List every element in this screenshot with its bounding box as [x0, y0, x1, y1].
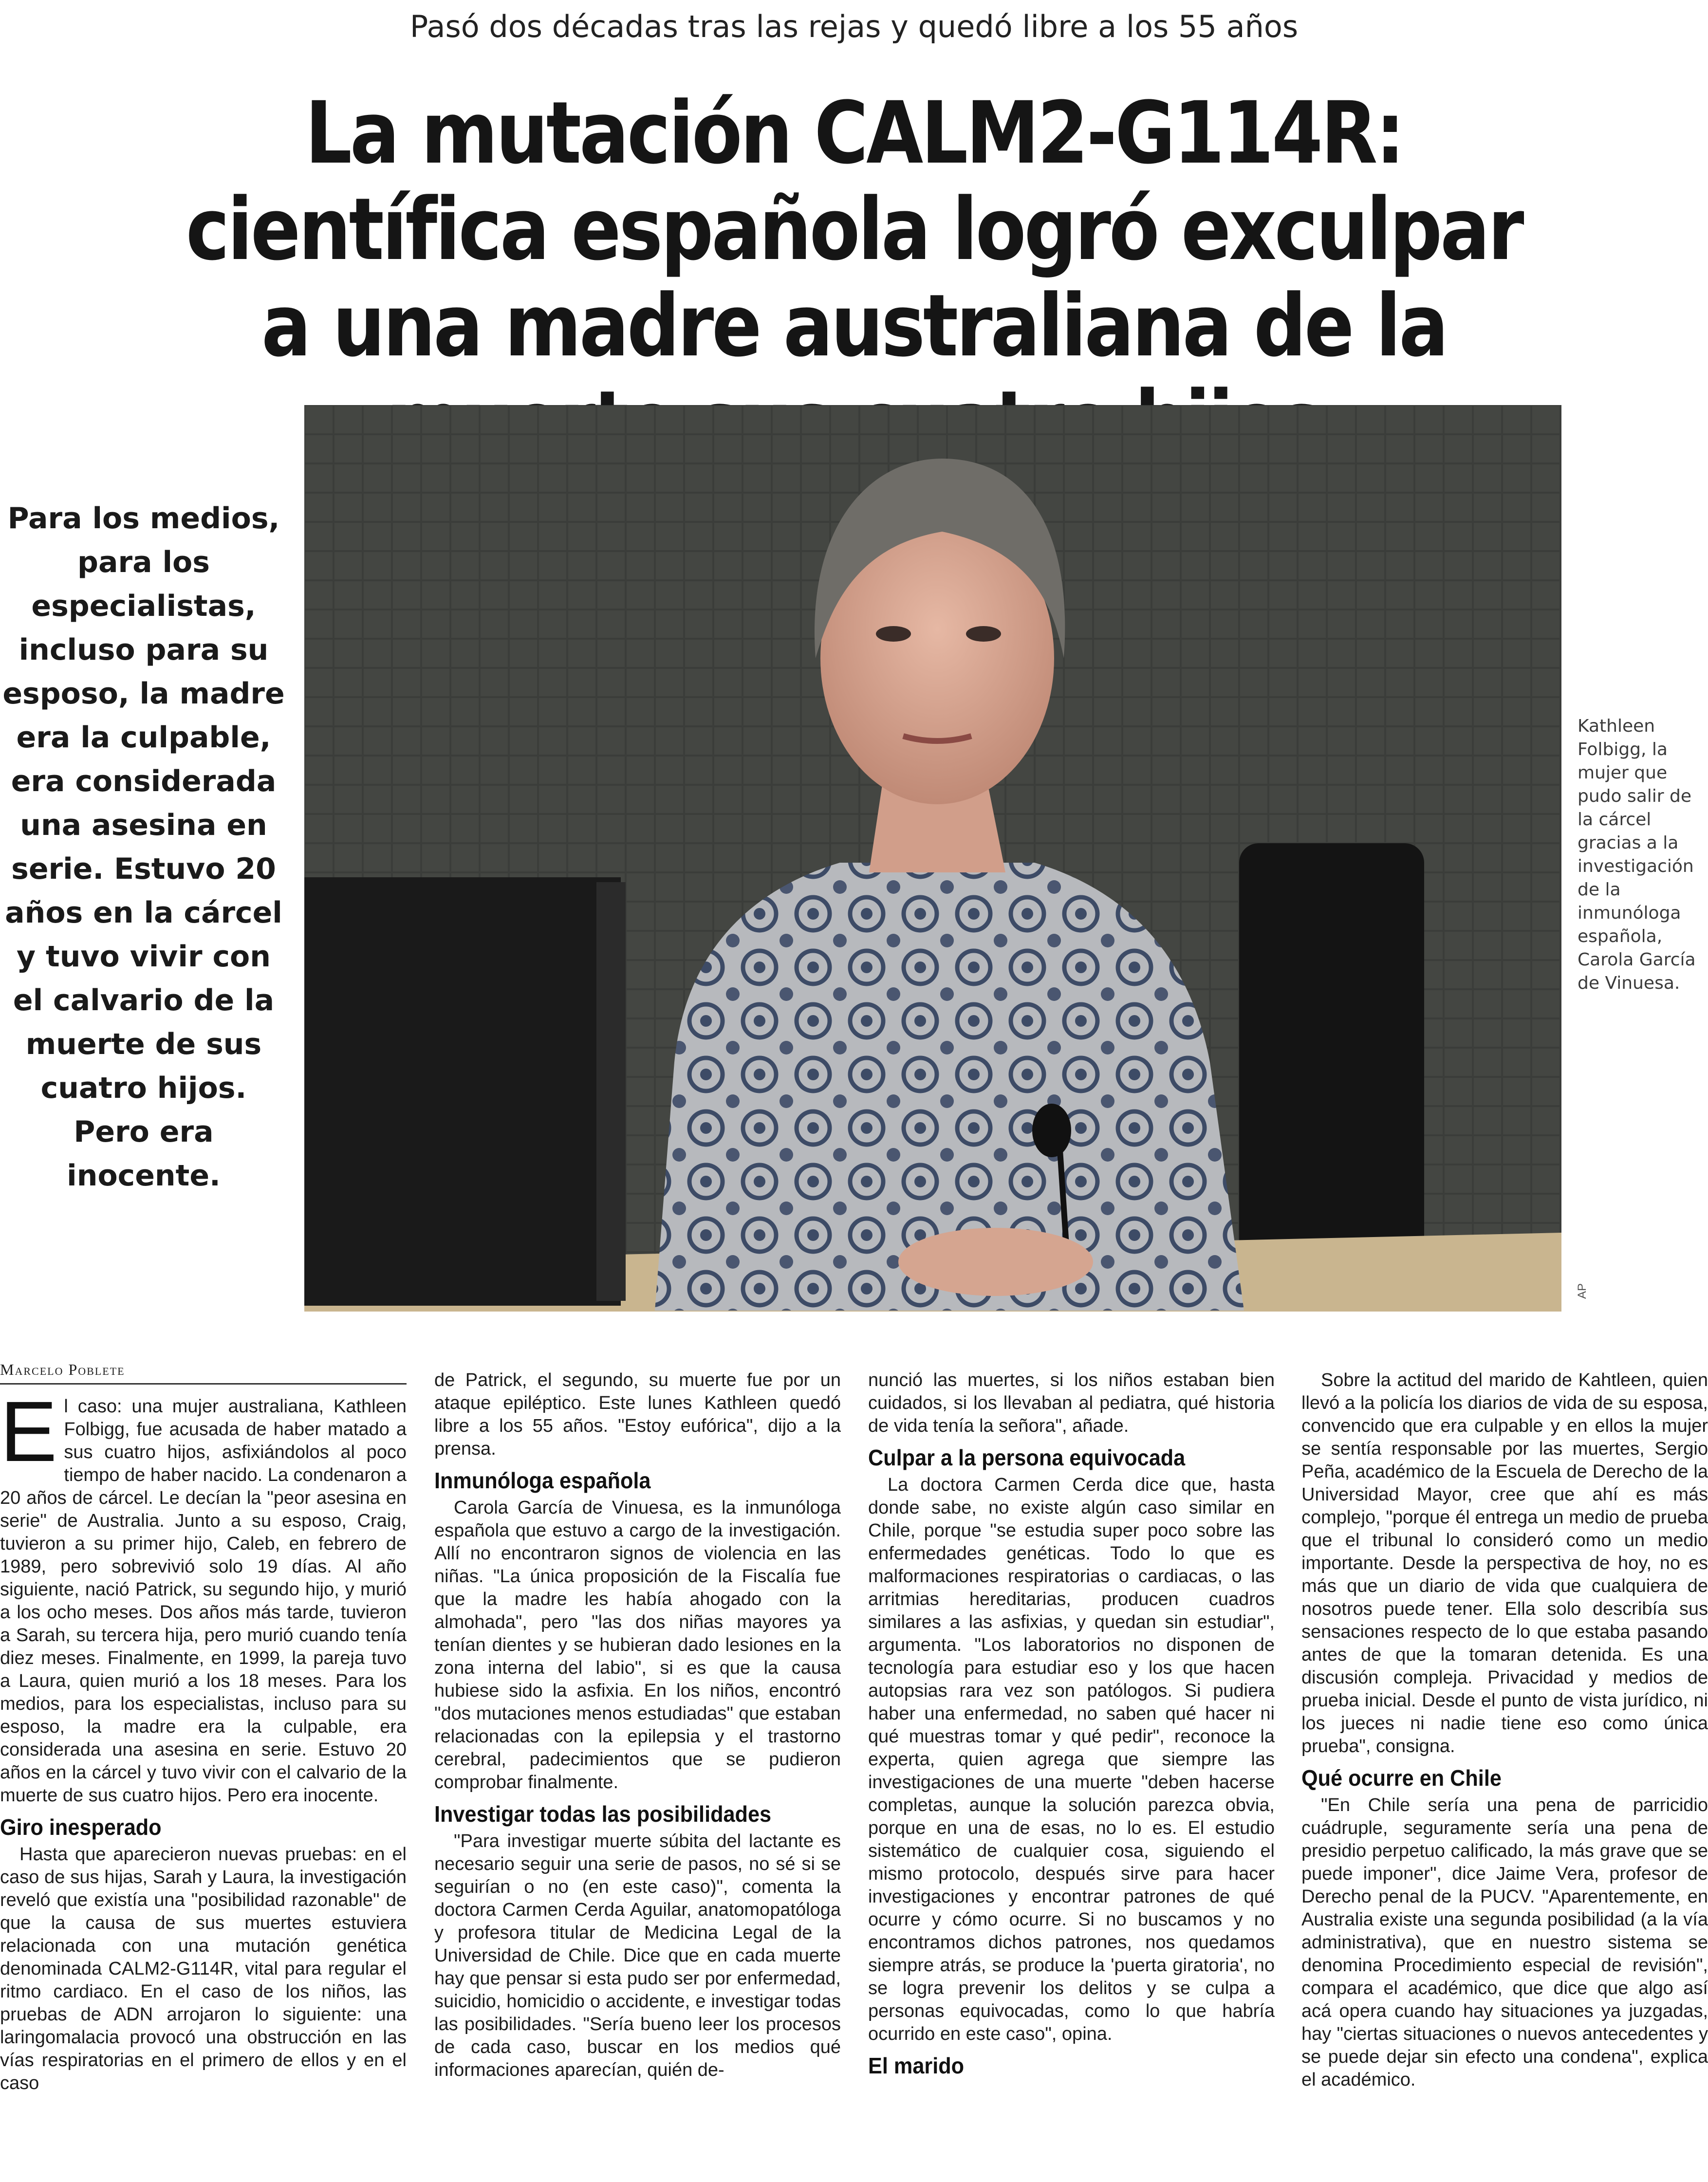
paragraph: "En Chile sería una pena de parricidio cuádruple, seguramente sería una pena de presidio perpetuo calificado, la más grave que se puede imponer", dice Jaime Vera, profesor de Derecho penal de la PUCV. "Aparentemente, en Australia existe una segunda posibilidad (a la vía administrativa), que en nuestro sistema se denomina Procedimiento especial de revisión", compara el académico, que dice que algo así acá opera cuando hay situaciones ya juzgadas, hay "ciertas situaciones o nuevos antecedentes y se puede dejar sin efecto una condena", explica el académico.: [1301, 1795, 1708, 2090]
photo-credit: AP: [1576, 1283, 1589, 1299]
portrait-photo-illustration: [304, 405, 1561, 1312]
paragraph: de Patrick, el segundo, su muerte fue por un ataque epiléptico. Este lunes Kathleen quedó libre a los 55 años. "Estoy eufórica", dijo a la prensa.: [434, 1370, 841, 1459]
paragraph: Sobre la actitud del marido de Kahtleen, quien llevó a la policía los diarios de vida de su esposa, convencido que era culpable y en ellos la mujer se sentía responsable por las muertes, Sergio Peña, académico de la Escuela de Derecho de la Universidad Mayor, cree que ahí es más complejo, "porque él entrega un medio de prueba que el tribunal lo consideró como un medio importante. Desde la perspectiva de hoy, no es más que un diario de vida que cualquiera de nosotros puede tener. Ella solo describía sus sensaciones respecto de lo que estaba pasando antes de que la tomaran detenida. Es una discusión compleja. Privacidad y medios de prueba inicial. Desde el punto de vista jurídico, ni los jueces ni nadie tiene eso como única prueba", consigna.: [1301, 1370, 1708, 1757]
column-4: [1301, 1369, 1708, 2091]
paragraph: nunció las muertes, si los niños estaban bien cuidados, si los llevaban al pediatra, qué historia de vida tenía la señora", añade.: [868, 1370, 1275, 1436]
drop-cap: E: [0, 1384, 57, 1479]
paragraph: Hasta que aparecieron nuevas pruebas: en el caso de sus hijas, Sarah y Laura, la investigación reveló que existía una "posibilidad razonable" de que la causa de sus muertes estuviera relacionada con una mutación genética denominada CALM2-G114R, vital para regular el ritmo cardiaco. En el caso de los niños, las pruebas de ADN arrojaron lo siguiente: una laringomalacia provocó una obstrucción en las vías respiratorias en el primero de ellos y en el caso: [0, 1844, 407, 2093]
subheading-inmunologa-espanola: Inmunóloga española: [434, 1468, 651, 1493]
column-1: [0, 1358, 407, 2095]
subheading-culpar-a-la-persona-equivocada: Culpar a la persona equivocada: [868, 1445, 1186, 1470]
photo-caption: Kathleen Folbigg, la mujer que pudo salir de la cárcel gracias a la investigación de la inmunóloga española, Carola García de Vinuesa.: [1578, 716, 1696, 993]
subheading-giro-inesperado: Giro inesperado: [0, 1814, 162, 1840]
kicker: Pasó dos décadas tras las rejas y quedó libre a los 55 años: [409, 9, 1299, 44]
paragraph: El caso: una mujer australiana, Kathleen Folbigg, fue acusada de haber matado a sus cuatro hijos, asfixiándolos al poco tiempo de haber nacido. La condenaron a 20 años de cárcel. Le decían la "peor asesina en serie" de Australia. Junto a su esposo, Craig, tuvieron a su primer hijo, Caleb, en febrero de 1989, pero sobrevivió solo 19 días. Al año siguiente, nació Patrick, su segundo hijo, y murió a los ocho meses. Dos años más tarde, tuvieron a Sarah, su tercera hija, pero murió cuando tenía diez meses. Finalmente, en 1999, la pareja tuvo a Laura, quien murió a los 18 meses. Para los medios, para los especialistas, incluso para su esposo, la madre era la culpable, era considerada una asesina en serie. Estuvo 20 años en la cárcel y tuvo vivir con el calvario de la muerte de sus cuatro hijos. Pero era inocente.: [0, 1384, 407, 1806]
subheading-investigar-todas-las-posibilidades: Investigar todas las posibilidades: [434, 1801, 772, 1827]
paragraph: "Para investigar muerte súbita del lactante es necesario seguir una serie de pasos, no sé si se seguirían o no (en este caso)", comenta la doctora Carmen Cerda Aguilar, anatomopatóloga y profesora titular de Medicina Legal de la Universidad de Chile. Dice que en cada muerte hay que pensar si esta pudo ser por enfermedad, suicidio, homicidio o accidente, e investigar todas las posibilidades. "Sería bueno leer los procesos de cada caso, buscar en los medios qué informaciones aparecían, quién de-: [434, 1831, 841, 2080]
photo: [304, 405, 1561, 1312]
paragraph: Carola García de Vinuesa, es la inmunóloga española que estuvo a cargo de la investigación. Allí no encontraron signos de violencia en las niñas. "La única proposición de la Fiscalía fue que la madre les había ahogado con la almohada", pero "las dos niñas mayores ya tenían dientes y se hubieran dado lesiones en la zona interna del labio", si es que la causa hubiese sido la asfixia. En los niños, encontró "dos mutaciones menos estudiadas" que estaban relacionadas con la epilepsia y el trastorno cerebral, padecimientos que se pudieron comprobar finalmente.: [434, 1498, 841, 1793]
column-3: [868, 1369, 1275, 2082]
paragraph: La doctora Carmen Cerda dice que, hasta donde sabe, no existe algún caso similar en Chile, porque "se estudia super poco sobre las enfermedades genéticas. Todo lo que es malformaciones respiratorias o cardiacas, o las arritmias hereditarias, producen cuadros similares a las asfixias, y quedan sin estudiar", argumenta. "Los laboratorios no disponen de tecnología para estudiar eso y los que hacen autopsias rara vez son patólogos. Si pudiera haber una enfermedad, no saben qué hacer ni qué muestras tomar y qué pedir", reconoce la experta, quien agrega que siempre las investigaciones de una muerte "deben hacerse completas, aunque la solución parezca obvia, porque en una de esas, no lo es. El estudio sistemático de cualquier cosa, siguiendo el mismo protocolo, después sirve para hacer investigaciones y encontrar patrones de qué ocurre y cómo ocurre. Si no buscamos y no encontramos dichos patrones, nos quedamos siempre atrás, se produce la 'puerta giratoria', no se logra prevenir los delitos y se culpa a personas equivocadas, como lo que habría ocurrido en este caso", opina.: [868, 1475, 1275, 2044]
headline: La mutación CALM2-G114R: científica española logró exculpar a una madre australiana de la: [186, 83, 1522, 376]
subheading-que-ocurre-en-chile: Qué ocurre en Chile: [1301, 1765, 1502, 1791]
subheading-el-marido: El marido: [868, 2053, 965, 2078]
lead-text: Para los medios, para los especialistas, incluso para su esposo, la madre era la culpable, era considerada una asesina en serie. Estuvo 20 años en la cárcel y tuvo vivir con el calvario de la muerte de sus cuatro hijos. Pero era inocente.: [2, 501, 285, 1193]
byline: Marcelo Poblete: [0, 1358, 407, 1385]
column-2: [434, 1369, 841, 2082]
